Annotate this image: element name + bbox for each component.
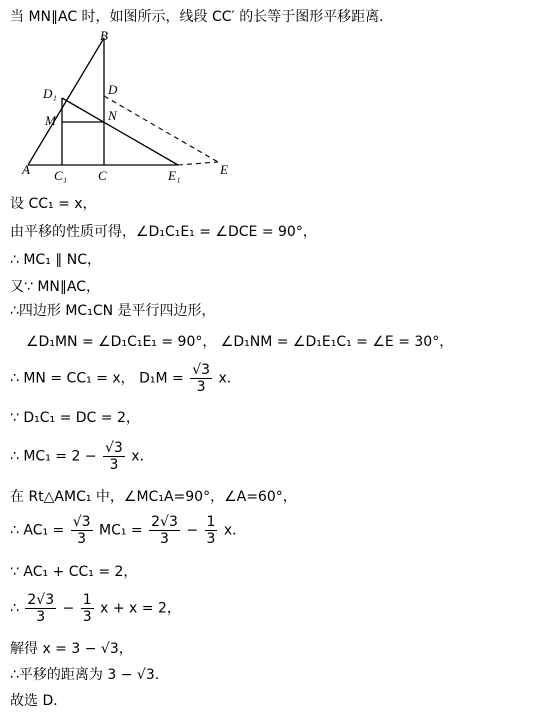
- fraction-denominator: 3: [77, 531, 87, 547]
- step-ac1: [10, 514, 246, 547]
- step-parallelogram: ∴四边形 MC₁CN 是平行四边形，: [10, 303, 216, 319]
- fraction-numerator: 2√3: [151, 514, 178, 530]
- intro-line: 当 MN∥AC 时，如图所示，线段 CC′ 的长等于图形平移距离．: [10, 9, 394, 25]
- label-M: M: [45, 113, 56, 128]
- fraction-denominator: 3: [36, 609, 46, 625]
- step-ac1-d: x．: [223, 522, 247, 539]
- fraction-numerator: 1: [206, 514, 216, 530]
- fraction-numerator: √3: [105, 440, 123, 456]
- geometry-figure: [18, 30, 248, 190]
- fraction-numerator: √3: [192, 362, 211, 378]
- fraction-sqrt3-over-3: [103, 440, 125, 473]
- fraction-numerator: √3: [72, 514, 91, 530]
- step-answer: 故选 D．: [10, 693, 68, 709]
- segment-D1E1: [62, 98, 178, 165]
- fraction-1-over-3: [81, 592, 94, 625]
- step-mn-d1m-left: ∴ MN = CC₁ = x， D₁M =: [10, 370, 184, 387]
- segment-DE-dashed: [104, 96, 218, 162]
- label-D: D: [108, 82, 118, 97]
- label-E: E: [220, 162, 228, 177]
- step-equation-a: ∴: [10, 600, 19, 617]
- step-mn-d1m-right: x．: [218, 370, 241, 387]
- step-angles: ∠D₁MN = ∠D₁C₁E₁ = 90°， ∠D₁NM = ∠D₁E₁C₁ = ∠E = 30°，: [26, 334, 454, 350]
- step-ac1-c: −: [186, 522, 199, 539]
- step-set-cc1: 设 CC₁ = x，: [10, 196, 97, 212]
- fraction-2sqrt3-over-3: [25, 592, 56, 625]
- fraction-denominator: 3: [206, 531, 216, 547]
- label-A: A: [22, 162, 30, 177]
- label-N: N: [108, 108, 117, 123]
- step-mc1-right: x．: [131, 448, 154, 465]
- step-mc1-parallel-nc: ∴ MC₁ ∥ NC，: [10, 252, 101, 268]
- fraction-denominator: 3: [109, 457, 119, 473]
- step-mn-parallel-ac: 又∵ MN∥AC，: [10, 279, 101, 295]
- label-C: C: [98, 168, 107, 183]
- fraction-denominator: 3: [196, 379, 206, 395]
- step-equation: [10, 592, 181, 625]
- step-right-triangle: 在 Rt△AMC₁ 中，∠MC₁A=90°，∠A=60°，: [10, 489, 297, 505]
- fraction-denominator: 3: [82, 609, 92, 625]
- label-B: B: [100, 30, 108, 43]
- step-mn-d1m: [10, 362, 241, 395]
- step-equation-c: x + x = 2，: [100, 600, 181, 617]
- step-translation-property: 由平移的性质可得，∠D₁C₁E₁ = ∠DCE = 90°，: [10, 224, 317, 240]
- fraction-sqrt3-over-3: [71, 514, 93, 547]
- fraction-denominator: 3: [160, 531, 169, 547]
- fraction-2sqrt3-over-3: [149, 514, 180, 547]
- step-ac1-plus-cc1: ∵ AC₁ + CC₁ = 2，: [10, 564, 138, 580]
- label-C1: C₁: [54, 168, 68, 183]
- step-distance: ∴平移的距离为 3 − √3．: [10, 667, 169, 683]
- step-solution: 解得 x = 3 − √3，: [10, 641, 133, 657]
- label-E1: E₁: [168, 168, 181, 183]
- segment-CE-dashed: [178, 162, 218, 165]
- fraction-1-over-3: [205, 514, 218, 547]
- segment-AB: [28, 38, 104, 165]
- step-ac1-b: MC₁ =: [99, 522, 143, 539]
- step-equation-b: −: [62, 600, 75, 617]
- step-d1c1-dc: ∵ D₁C₁ = DC = 2，: [10, 410, 140, 426]
- fraction-sqrt3-over-3: [190, 362, 212, 395]
- label-D1: D₁: [43, 86, 57, 101]
- fraction-numerator: 2√3: [27, 592, 55, 608]
- step-ac1-a: ∴ AC₁ =: [10, 522, 65, 539]
- step-mc1-left: ∴ MC₁ = 2 −: [10, 448, 97, 465]
- fraction-numerator: 1: [82, 592, 92, 608]
- step-mc1: [10, 440, 154, 473]
